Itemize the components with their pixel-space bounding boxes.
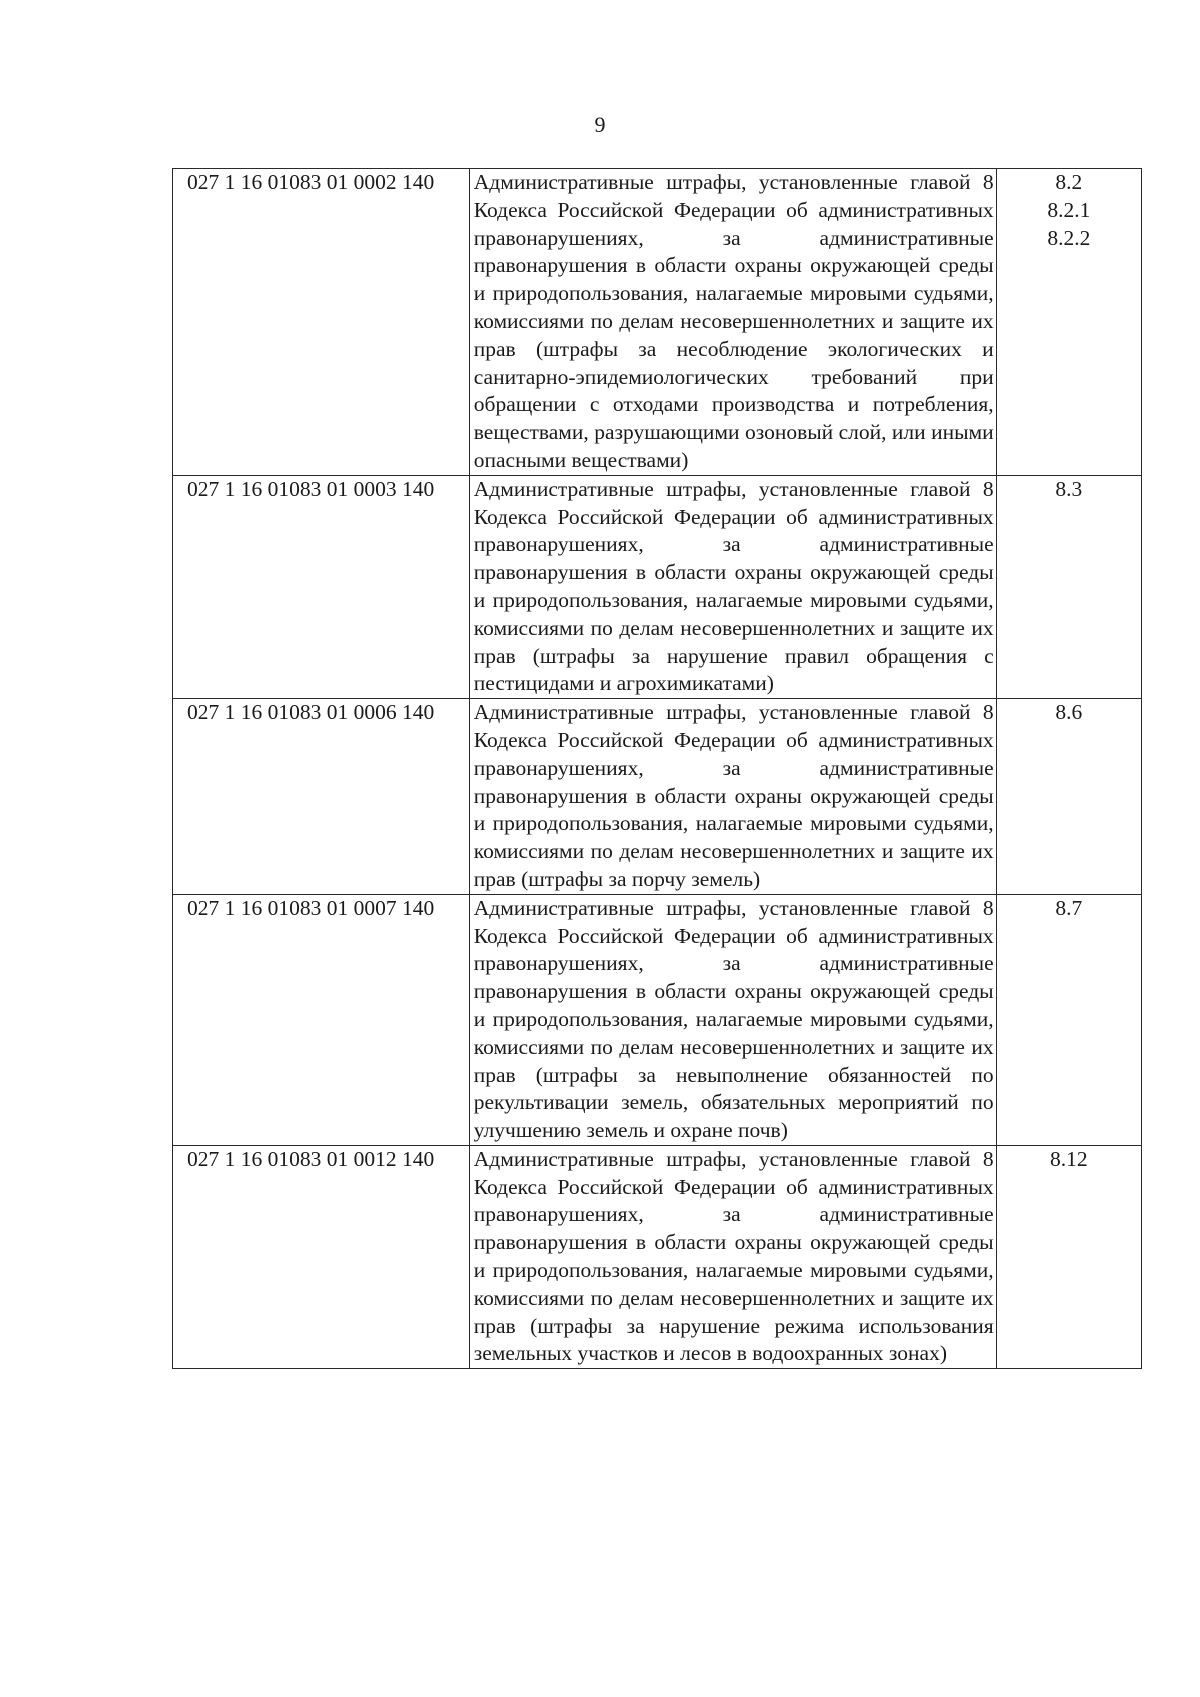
table-row [173, 894, 1142, 1145]
table-row [173, 475, 1142, 698]
budget-code-cell: 027 1 16 01083 01 0007 140 [173, 894, 470, 1145]
article-number: 8.7 [1055, 895, 1083, 920]
article-number: 8.3 [1055, 476, 1083, 501]
article-cell [996, 1145, 1141, 1368]
budget-codes-table [172, 168, 1142, 1369]
description-cell: Административные штрафы, установленные главой 8 Кодекса Российской Федерации об административных правонарушениях, за административные правонарушения в области охраны окружающей среды и природопользования, налагаемые мировыми судьями, комиссиями по делам несовершеннолетних и защите их прав (штрафы за несоблюдение экологических и санитарно-эпидемиологических требований при обращении с отходами производства и потребления, веществами, разрушающими озоновый слой, или иными опасными веществами) [469, 169, 996, 476]
budget-code-cell: 027 1 16 01083 01 0006 140 [173, 699, 470, 895]
description-cell: Административные штрафы, установленные главой 8 Кодекса Российской Федерации об административных правонарушениях, за административные правонарушения в области охраны окружающей среды и природопользования, налагаемые мировыми судьями, комиссиями по делам несовершеннолетних и защите их прав (штрафы за нарушение правил обращения с пестицидами и агрохимикатами) [469, 475, 996, 698]
budget-code-cell: 027 1 16 01083 01 0012 140 [173, 1145, 470, 1368]
page-number: 9 [594, 112, 606, 137]
article-cell [996, 699, 1141, 895]
article-number: 8.6 [1055, 700, 1083, 725]
description-cell: Административные штрафы, установленные главой 8 Кодекса Российской Федерации об административных правонарушениях, за административные правонарушения в области охраны окружающей среды и природопользования, налагаемые мировыми судьями, комиссиями по делам несовершеннолетних и защите их прав (штрафы за порчу земель) [469, 699, 996, 895]
article-cell [996, 475, 1141, 698]
article-number: 8.2.2 [1047, 225, 1091, 250]
table-row [173, 699, 1142, 895]
article-number: 8.2.1 [1047, 197, 1091, 222]
article-number: 8.2 [1055, 170, 1083, 194]
description-cell: Административные штрафы, установленные главой 8 Кодекса Российской Федерации об административных правонарушениях, за административные правонарушения в области охраны окружающей среды и природопользования, налагаемые мировыми судьями, комиссиями по делам несовершеннолетних и защите их прав (штрафы за невыполнение обязанностей по рекультивации земель, обязательных мероприятий по улучшению земель и охране почв) [469, 894, 996, 1145]
table-row [173, 169, 1142, 476]
description-cell: Административные штрафы, установленные главой 8 Кодекса Российской Федерации об административных правонарушениях, за административные правонарушения в области охраны окружающей среды и природопользования, налагаемые мировыми судьями, комиссиями по делам несовершеннолетних и защите их прав (штрафы за нарушение режима использования земельных участков и лесов в водоохранных зонах) [469, 1145, 996, 1368]
budget-code-cell: 027 1 16 01083 01 0003 140 [173, 475, 470, 698]
article-cell [996, 169, 1141, 476]
budget-code-cell: 027 1 16 01083 01 0002 140 [173, 169, 470, 476]
article-cell [996, 894, 1141, 1145]
article-number: 8.12 [1050, 1146, 1088, 1171]
table-row [173, 1145, 1142, 1368]
